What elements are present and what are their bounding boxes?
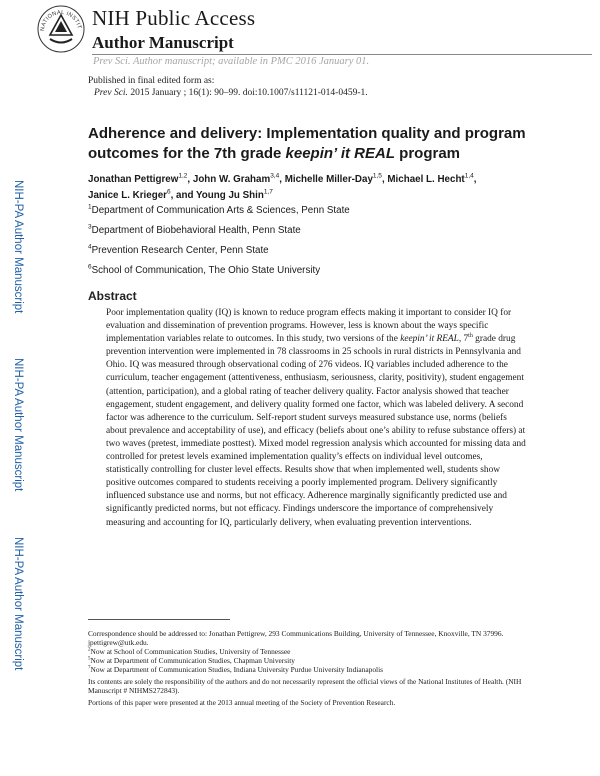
side-banner-label: NIH-PA Author Manuscript — [12, 180, 24, 314]
correspondence-note: Correspondence should be addressed to: Jonathan Pettigrew, 293 Communications Building, University of Tennessee, Knoxville, TN 37996. jpettigrew@utk.edu. — [88, 629, 504, 647]
journal-name: Prev Sci. — [94, 88, 128, 98]
author-list: Jonathan Pettigrew$^{1,2}$, John W. Graham$^{3,4}$, Michelle Miller-Day$^{1,5}$, Michael L. Hecht$^{1,4}$, Janice L. Krieger$^6$, and Young Ju Shin$^{1,7}$ — [88, 172, 477, 201]
affiliation: $^3$Department of Biobehavioral Health, Penn State — [88, 223, 301, 236]
availability-note: Prev Sci. Author manuscript; available in PMC 2016 January 01. — [93, 56, 370, 67]
author-name: John W. Graham — [192, 174, 271, 185]
footnote-divider — [88, 619, 230, 620]
affiliation: $^6$School of Communication, The Ohio State University — [88, 263, 321, 276]
affiliation: $^1$Department of Communication Arts & Sciences, Penn State — [88, 203, 350, 216]
author-name: Michelle Miller-Day — [284, 174, 373, 185]
nih-logo — [36, 4, 86, 54]
side-banner-label: NIH-PA Author Manuscript — [12, 358, 24, 492]
article-title: Adherence and delivery: Implementation quality and program outcomes for the 7th grade keepin’ it REAL program — [88, 125, 526, 162]
program-name: keepin’ it REAL — [400, 334, 459, 345]
affiliation: $^4$Prevention Research Center, Penn State — [88, 243, 269, 256]
abstract-body: Poor implementation quality (IQ) is known to reduce program effects making it important to consider IQ for evaluation and dissemination of prevention programs. However, less is known about the ways specific implementation variables relate to outcomes. In this study, two versions of the keepin’ it REAL, 7th grade drug prevention intervention were implemented in 78 classrooms in 25 schools in rural districts in Pennsylvania and Ohio. IQ was measured through observational coding of 276 videos. IQ variables included adherence to the curriculum, teacher engagement (attentiveness, enthusiasm, seriousness, clarity, positivity), student engagement (attention, participation), and a global rating of teacher delivery quality. Factor analysis showed that teacher engagement, student engagement, and delivery quality formed one factor, which was labeled delivery. A second factor was adherence to the curriculum. Self-report student surveys measured substance use, norms (beliefs about prevalence and acceptability of use), and efficacy (beliefs about one’s ability to refuse substance offers) at two waves (pretest, immediate posttest). Mixed model regression analysis which accounted for missing data and controlled for pretest levels examined implementation quality’s effects on individual level outcomes, statistically controlling for cluster level effects. Results show that when implemented well, students show positive outcomes compared to students receiving a poorly implemented program. Delivery significantly influenced substance use and norms, but not efficacy. Adherence marginally significantly predicted use and significantly predicted norms, but not efficacy. Findings underscore the importance of comprehensively measuring and accounting for IQ, particularly delivery, when evaluating prevention interventions. — [106, 308, 526, 528]
footnote: $^7$Now at Department of Communication Studies, Indiana University Purdue University Indianapolis — [88, 665, 383, 674]
disclaimer-note: Its contents are solely the responsibility of the authors and do not necessarily represent the official views of the National Institutes of Health. (NIH Manuscript # NIHMS272843). — [88, 677, 522, 695]
footnote: $^5$Now at Department of Communication Studies, Chapman University — [88, 656, 295, 665]
program-name: keepin’ it REAL — [285, 145, 395, 162]
presentation-note: Portions of this paper were presented at the 2013 annual meeting of the Society of Prevention Research. — [88, 698, 396, 707]
publication-citation — [94, 88, 368, 98]
published-label: Published in final edited form as: — [88, 76, 215, 86]
nih-logo-text: NATIONAL INSTIT — [39, 9, 82, 32]
abstract-heading: Abstract — [88, 289, 137, 303]
header-title: NIH Public Access — [92, 6, 256, 30]
author-name: Michael L. Hecht — [387, 174, 465, 185]
citation-details: 2015 January ; 16(1): 90–99. doi:10.1007/s11121-014-0459-1. — [130, 88, 368, 98]
author-name: Young Ju Shin — [196, 190, 264, 201]
side-banner-label: NIH-PA Author Manuscript — [12, 536, 24, 670]
header-subtitle: Author Manuscript — [92, 33, 234, 52]
footnote: $^2$Now at School of Communication Studies, University of Tennessee — [88, 647, 291, 656]
header-divider — [92, 54, 592, 55]
side-banner — [10, 180, 26, 670]
author-name: Janice L. Krieger — [88, 190, 167, 201]
author-name: Jonathan Pettigrew — [88, 174, 179, 185]
